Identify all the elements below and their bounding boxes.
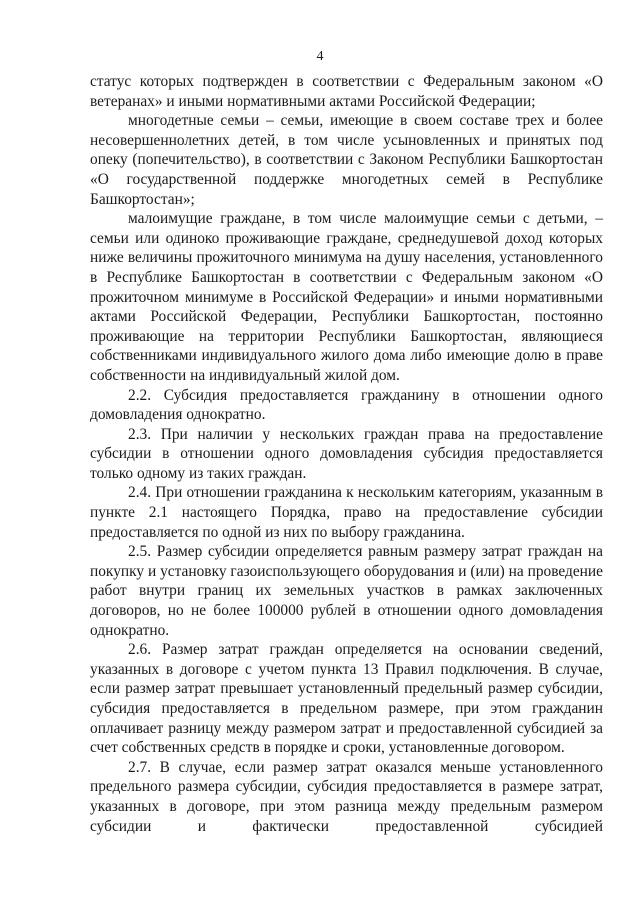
paragraph-veterans-continuation: статус которых подтвержден в соответствии с Федеральным законом «О ветеранах» и иными нормативными актами Российской Федерации;	[90, 73, 603, 110]
paragraph-low-income: малоимущие граждане, в том числе малоимущие семьи с детьми, – семьи или одиноко проживающие граждане, среднедушевой доход которых ниже величины прожиточного минимума на душу населения, установленного в Республике Башкортостан в соответствии с Федеральным законом «О прожиточном минимуме в Российской Федерации» и иными нормативными актами Российской Федерации, Республики Башкортостан, постоянно проживающие на территории Республики Башкортостан, являющиеся собственниками индивидуального жилого дома либо имеющие долю в праве собственности на индивидуальный жилой дом.	[90, 210, 603, 384]
paragraph-2-2: 2.2. Субсидия предоставляется гражданину в отношении одного домовладения однократно.	[90, 386, 603, 424]
paragraph-2-4: 2.4. При отношении гражданина к нескольким категориям, указанным в пункте 2.1 настоящего Порядка, право на предоставление субсидии предоставляется по одной из них по выбору гражданина.	[90, 484, 603, 541]
paragraph-2-3: 2.3. При наличии у нескольких граждан права на предоставление субсидии в отношении одного домовладения субсидия предоставляется только одному из таких граждан.	[90, 425, 603, 482]
paragraph-2-5: 2.5. Размер субсидии определяется равным размеру затрат граждан на покупку и установку газоиспользующего оборудования и (или) на проведение работ внутри границ их земельных участков в рамках заключенных договоров, но не более 100000 рублей в отношении одного домовладения однократно.	[90, 543, 603, 639]
page-number: 4	[316, 49, 324, 64]
document-body	[90, 72, 603, 836]
paragraph-2-6: 2.6. Размер затрат граждан определяется на основании сведений, указанных в договоре с учетом пункта 13 Правил подключения. В случае, если размер затрат превышает установленный предельный размер субсидии, субсидия предоставляется в предельном размере, при этом гражданин оплачивает разницу между размером затрат и предоставленной субсидией за счет собственных средств в порядке и сроки, установленные договором.	[90, 641, 603, 757]
paragraph-2-7: 2.7. В случае, если размер затрат оказался меньше установленного предельного размера субсидии, субсидия предоставляется в размере затрат, указанных в договоре, при этом разница между предельным размером субсидии и фактически предоставленной субсидией	[90, 758, 603, 835]
paragraph-large-families: многодетные семьи – семьи, имеющие в своем составе трех и более несовершеннолетних детей, в том числе усыновленных и принятых под опеку (попечительство), в соответствии с Законом Республики Башкортостан «О государственной поддержке многодетных семей в Республике Башкортостан»;	[90, 112, 603, 208]
